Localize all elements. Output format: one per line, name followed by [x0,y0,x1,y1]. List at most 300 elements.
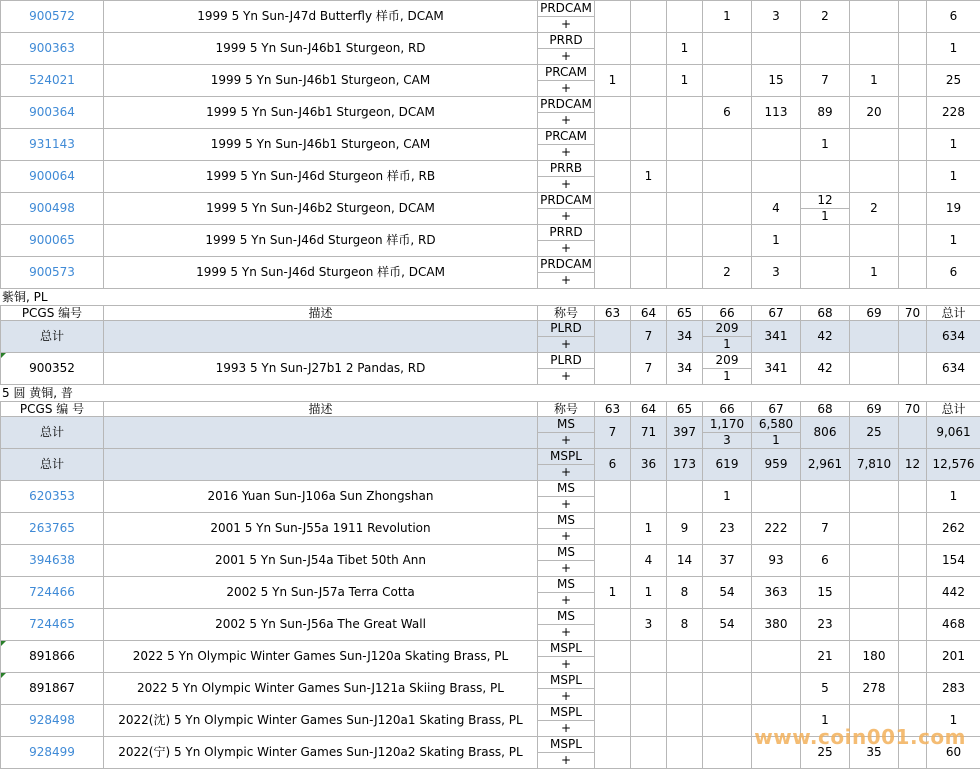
count-plus-value: 1 [752,433,800,448]
grade-count-64: 1 [631,577,667,609]
comment-marker-icon [1,641,6,646]
coin-description: 1999 5 Yn Sun-J46b1 Sturgeon, CAM [104,65,538,97]
grade-count-66: 1 [703,481,752,513]
grade-count-63: 1 [595,65,631,97]
grade-plus: + [538,625,594,640]
row-total: 201 [927,641,980,673]
grade-designation [538,513,595,545]
coin-description: 2022(宁) 5 Yn Olympic Winter Games Sun-J120a2 Skating Brass, PL [104,737,538,769]
grade-count-63 [595,513,631,545]
grade-count-67: 93 [752,545,801,577]
grade-count-69 [850,129,899,161]
grade-label: MS [538,609,594,625]
grade-designation [538,129,595,161]
table-header-row [1,402,980,417]
total-label: 总计 [1,321,104,353]
table-row [1,161,980,193]
grade-count-63 [595,257,631,289]
pcgs-number-link[interactable]: 900064 [1,161,104,193]
table-row [1,609,980,641]
grade-designation [538,161,595,193]
comment-marker-icon [1,353,6,358]
grade-count-65 [667,161,703,193]
grade-count-69 [850,353,899,385]
grade-count-68 [801,161,850,193]
row-total: 634 [927,353,980,385]
row-total: 1 [927,705,980,737]
grade-count-67: 15 [752,65,801,97]
total-row [1,321,980,353]
grade-plus: + [538,337,594,352]
grade-plus: + [538,241,594,256]
grade-count-65 [667,193,703,225]
grade-designation [538,65,595,97]
total-row [1,417,980,449]
grade-count-66: 6 [703,97,752,129]
grade-plus: + [538,593,594,608]
grade-count-66 [703,33,752,65]
grade-designation [538,417,595,449]
header-67: 67 [752,306,801,321]
grade-count-65 [667,97,703,129]
grade-label: MS [538,481,594,497]
grade-count-69: 1 [850,257,899,289]
grade-count-67: 959 [752,449,801,481]
grade-count-68 [801,193,850,225]
pcgs-number-link[interactable]: 620353 [1,481,104,513]
row-total: 6 [927,1,980,33]
grade-designation [538,1,595,33]
grade-count-66 [703,673,752,705]
grade-designation [538,33,595,65]
grade-count-63 [595,129,631,161]
grade-count-63 [595,225,631,257]
grade-label: MS [538,545,594,561]
grade-label: PRDCAM [538,1,594,17]
grade-count-69: 25 [850,417,899,449]
grade-count-63 [595,97,631,129]
grade-count-69: 278 [850,673,899,705]
total-label: 总计 [1,449,104,481]
pcgs-number-link[interactable]: 900363 [1,33,104,65]
grade-count-68: 806 [801,417,850,449]
grade-count-66 [703,129,752,161]
grade-plus: + [538,273,594,288]
pcgs-number-link[interactable]: 724465 [1,609,104,641]
grade-count-69 [850,513,899,545]
header-67: 67 [752,402,801,417]
coin-description: 1999 5 Yn Sun-J46b1 Sturgeon, DCAM [104,97,538,129]
coin-description: 2001 5 Yn Sun-J54a Tibet 50th Ann [104,545,538,577]
grade-count-68 [801,225,850,257]
grade-count-66 [703,417,752,449]
grade-plus: + [538,465,594,480]
row-total: 12,576 [927,449,980,481]
grade-count-70 [899,641,927,673]
header-63: 63 [595,306,631,321]
grade-count-64 [631,737,667,769]
row-total: 634 [927,321,980,353]
grade-count-66 [703,353,752,385]
pcgs-number: 891867 [1,673,104,705]
grade-count-69: 20 [850,97,899,129]
row-total: 262 [927,513,980,545]
grade-plus: + [538,209,594,224]
grade-count-70 [899,353,927,385]
row-total: 283 [927,673,980,705]
grade-count-63 [595,641,631,673]
count-value: 209 [703,321,751,337]
grade-plus: + [538,561,594,576]
grade-count-68: 21 [801,641,850,673]
grade-count-70 [899,97,927,129]
grade-count-69: 35 [850,737,899,769]
grade-count-65 [667,1,703,33]
coin-description: 1993 5 Yn Sun-J27b1 2 Pandas, RD [104,353,538,385]
grade-count-67 [752,641,801,673]
pcgs-number-link[interactable]: 900065 [1,225,104,257]
row-total: 1 [927,225,980,257]
total-label: 总计 [1,417,104,449]
grade-count-63 [595,33,631,65]
header-69: 69 [850,402,899,417]
grade-count-65: 34 [667,321,703,353]
grade-designation [538,673,595,705]
grade-count-69: 1 [850,65,899,97]
grade-count-63 [595,481,631,513]
grade-designation [538,609,595,641]
grade-count-65: 8 [667,577,703,609]
grade-count-70 [899,481,927,513]
header-total: 总计 [927,402,980,417]
coin-description: 2022(沈) 5 Yn Olympic Winter Games Sun-J120a1 Skating Brass, PL [104,705,538,737]
grade-designation [538,545,595,577]
grade-designation [538,481,595,513]
grade-count-66 [703,737,752,769]
grade-count-69 [850,33,899,65]
header-pcgs: PCGS 编 号 [1,402,104,417]
count-value: 209 [703,353,751,369]
grade-count-70 [899,673,927,705]
row-total: 6 [927,257,980,289]
grade-count-69 [850,481,899,513]
grade-count-69 [850,577,899,609]
pcgs-number-link[interactable]: 931143 [1,129,104,161]
grade-count-64: 1 [631,513,667,545]
coin-description: 1999 5 Yn Sun-J46d Sturgeon 样币, DCAM [104,257,538,289]
grade-count-63 [595,353,631,385]
grade-count-66: 54 [703,609,752,641]
grade-count-68: 23 [801,609,850,641]
grade-count-66 [703,705,752,737]
grade-count-65: 1 [667,33,703,65]
grade-count-69: 7,810 [850,449,899,481]
grade-count-63 [595,1,631,33]
header-63: 63 [595,402,631,417]
row-total: 19 [927,193,980,225]
table-header-row [1,306,980,321]
grade-label: MSPL [538,737,594,753]
pcgs-number-link[interactable]: 900573 [1,257,104,289]
grade-count-64: 71 [631,417,667,449]
coin-description: 2001 5 Yn Sun-J55a 1911 Revolution [104,513,538,545]
grade-count-64: 7 [631,353,667,385]
grade-count-65: 397 [667,417,703,449]
grade-plus: + [538,145,594,160]
grade-count-65: 9 [667,513,703,545]
table-row [1,1,980,33]
grade-count-66: 23 [703,513,752,545]
count-plus-value: 1 [703,369,751,384]
table-row [1,65,980,97]
coin-description: 2002 5 Yn Sun-J56a The Great Wall [104,609,538,641]
header-desc: 描述 [104,402,538,417]
grade-count-63 [595,673,631,705]
grade-count-67 [752,673,801,705]
population-table-section1 [0,0,980,289]
coin-description: 1999 5 Yn Sun-J46b1 Sturgeon, CAM [104,129,538,161]
grade-designation [538,193,595,225]
grade-designation [538,353,595,385]
grade-plus: + [538,753,594,768]
table-row [1,97,980,129]
grade-label: PRDCAM [538,193,594,209]
grade-label: MS [538,577,594,593]
grade-count-68: 42 [801,353,850,385]
grade-count-70 [899,417,927,449]
grade-count-63: 6 [595,449,631,481]
grade-count-63 [595,609,631,641]
grade-count-69 [850,321,899,353]
grade-count-63 [595,193,631,225]
grade-count-64 [631,257,667,289]
grade-count-70 [899,225,927,257]
grade-count-67 [752,161,801,193]
grade-count-67: 341 [752,353,801,385]
header-total: 总计 [927,306,980,321]
grade-count-70 [899,1,927,33]
pcgs-number: 891866 [1,641,104,673]
grade-count-69: 2 [850,193,899,225]
grade-count-64: 3 [631,609,667,641]
grade-count-67: 1 [752,225,801,257]
pcgs-number-link[interactable]: 394638 [1,545,104,577]
grade-label: MS [538,417,594,433]
grade-count-64: 7 [631,321,667,353]
count-plus-value: 1 [801,209,849,224]
coin-description: 2016 Yuan Sun-J106a Sun Zhongshan [104,481,538,513]
grade-label: PRRD [538,225,594,241]
grade-count-66 [703,321,752,353]
table-row [1,129,980,161]
table-row [1,193,980,225]
grade-designation [538,577,595,609]
grade-count-65: 34 [667,353,703,385]
grade-plus: + [538,433,594,448]
pcgs-number-link[interactable]: 900498 [1,193,104,225]
pcgs-number-link[interactable]: 263765 [1,513,104,545]
row-total: 1 [927,161,980,193]
header-64: 64 [631,306,667,321]
grade-count-66 [703,193,752,225]
grade-label: MSPL [538,705,594,721]
header-70: 70 [899,306,927,321]
row-total: 9,061 [927,417,980,449]
table-row [1,481,980,513]
grade-count-65 [667,257,703,289]
grade-count-70 [899,513,927,545]
grade-plus: + [538,497,594,512]
row-total: 1 [927,481,980,513]
header-64: 64 [631,402,667,417]
table-row [1,545,980,577]
grade-designation [538,97,595,129]
grade-count-63 [595,161,631,193]
grade-count-65 [667,129,703,161]
grade-count-69 [850,161,899,193]
grade-count-68: 1 [801,129,850,161]
grade-count-64 [631,481,667,513]
grade-count-66: 1 [703,1,752,33]
grade-label: PRDCAM [538,97,594,113]
grade-count-66 [703,65,752,97]
grade-count-67: 4 [752,193,801,225]
grade-count-64 [631,65,667,97]
grade-count-68: 42 [801,321,850,353]
grade-plus: + [538,49,594,64]
grade-count-68: 5 [801,673,850,705]
grade-count-70 [899,545,927,577]
header-66: 66 [703,306,752,321]
row-total: 60 [927,737,980,769]
grade-label: PRCAM [538,65,594,81]
grade-count-70 [899,65,927,97]
grade-label: MSPL [538,641,594,657]
grade-label: PRCAM [538,129,594,145]
coin-description: 1999 5 Yn Sun-J47d Butterfly 样币, DCAM [104,1,538,33]
grade-count-70 [899,321,927,353]
grade-count-64: 36 [631,449,667,481]
grade-count-68 [801,481,850,513]
grade-count-64 [631,33,667,65]
grade-count-66: 54 [703,577,752,609]
header-65: 65 [667,306,703,321]
coin-description: 2002 5 Yn Sun-J57a Terra Cotta [104,577,538,609]
coin-description [104,417,538,449]
grade-count-67: 222 [752,513,801,545]
grade-count-65: 14 [667,545,703,577]
table-row [1,225,980,257]
grade-count-65 [667,737,703,769]
grade-count-66: 2 [703,257,752,289]
pcgs-number-link[interactable]: 928498 [1,705,104,737]
section-title-copper-pl: 紫铜, PL [0,289,980,305]
grade-plus: + [538,657,594,672]
grade-count-70 [899,33,927,65]
grade-label: MSPL [538,673,594,689]
header-pcgs: PCGS 编号 [1,306,104,321]
pcgs-number-link[interactable]: 900572 [1,1,104,33]
grade-count-68 [801,33,850,65]
grade-count-63 [595,737,631,769]
count-plus-value: 1 [703,337,751,352]
grade-count-70 [899,193,927,225]
grade-count-66: 619 [703,449,752,481]
comment-marker-icon [1,673,6,678]
grade-plus: + [538,689,594,704]
coin-description: 1999 5 Yn Sun-J46d Sturgeon 样币, RD [104,225,538,257]
grade-count-67 [752,33,801,65]
grade-designation [538,321,595,353]
row-total: 154 [927,545,980,577]
grade-count-69 [850,1,899,33]
pcgs-number-link[interactable]: 928499 [1,737,104,769]
row-total: 1 [927,33,980,65]
row-total: 1 [927,129,980,161]
grade-count-63: 1 [595,577,631,609]
header-grade: 称号 [538,306,595,321]
site-watermark: www.coin001.com [754,725,966,749]
count-value: 6,580 [752,417,800,433]
pcgs-number-link[interactable]: 724466 [1,577,104,609]
grade-label: PRDCAM [538,257,594,273]
section-title-brass: 5 圆 黄铜, 普 [0,385,980,401]
grade-designation [538,225,595,257]
grade-count-64 [631,193,667,225]
grade-count-67: 341 [752,321,801,353]
grade-plus: + [538,369,594,384]
coin-description: 1999 5 Yn Sun-J46d Sturgeon 样币, RB [104,161,538,193]
row-total: 25 [927,65,980,97]
grade-label: MSPL [538,449,594,465]
grade-count-70 [899,161,927,193]
grade-plus: + [538,721,594,736]
total-row [1,449,980,481]
pcgs-number-link[interactable]: 900364 [1,97,104,129]
grade-count-70 [899,129,927,161]
grade-count-63: 7 [595,417,631,449]
grade-designation [538,737,595,769]
grade-count-68: 7 [801,513,850,545]
grade-count-65 [667,705,703,737]
grade-count-64 [631,1,667,33]
grade-count-65 [667,641,703,673]
grade-count-67 [752,417,801,449]
grade-count-68: 6 [801,545,850,577]
grade-count-64 [631,129,667,161]
grade-count-63 [595,705,631,737]
table-row [1,577,980,609]
grade-count-67 [752,129,801,161]
grade-count-64 [631,97,667,129]
header-69: 69 [850,306,899,321]
grade-count-68: 25 [801,737,850,769]
grade-count-67: 113 [752,97,801,129]
row-total: 442 [927,577,980,609]
table-row [1,673,980,705]
header-desc: 描述 [104,306,538,321]
count-plus-value: 3 [703,433,751,448]
grade-count-66 [703,161,752,193]
grade-count-64 [631,705,667,737]
table-row [1,257,980,289]
pcgs-number-link[interactable]: 524021 [1,65,104,97]
grade-label: PLRD [538,353,594,369]
coin-description [104,449,538,481]
table-row [1,33,980,65]
grade-count-68: 1 [801,705,850,737]
row-total: 228 [927,97,980,129]
